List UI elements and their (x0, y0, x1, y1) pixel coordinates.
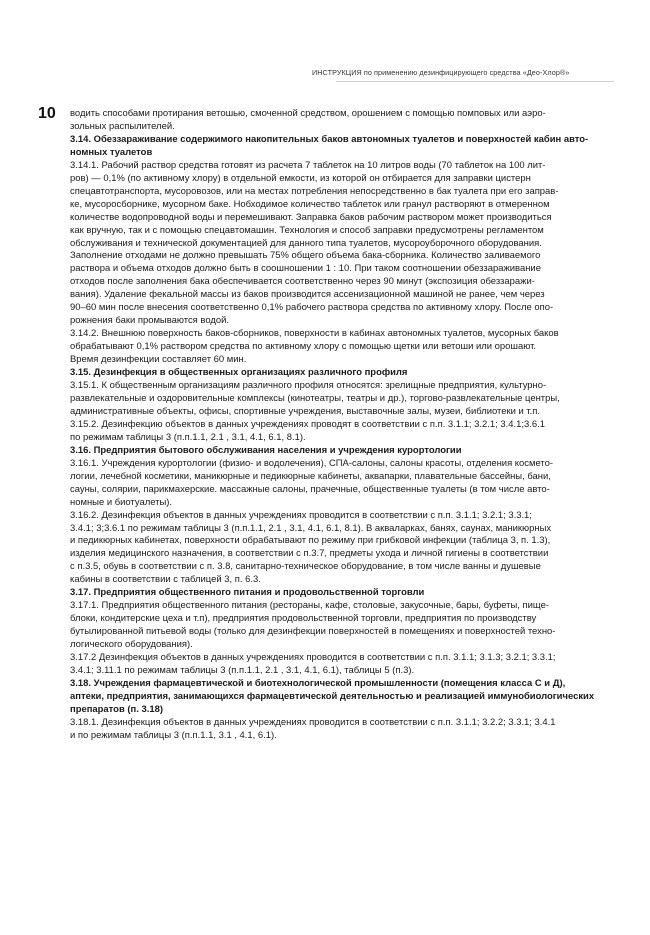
body-text-line: 3.18.1. Дезинфекция объектов в данных учреждениях проводится в соответствии с п.п. 3.1.1; 3.2.2; 3.3.1; 3.4.1 (70, 716, 556, 728)
section-heading-line: 3.17. Предприятия общественного питания и продовольственной торговли (70, 587, 425, 599)
body-text-line: 3.16.2. Дезинфекция объектов в данных учреждениях проводится в соответствии с п.п. 3.1.1; 3.2.1; 3.3.1; (70, 509, 532, 521)
body-text-line: административные объекты, офисы, спортивные учреждения, выставочные залы, музеи, библиотеки и т.п. (70, 405, 541, 417)
document-body (70, 108, 618, 743)
body-text-line: Время дезинфекции составляет 60 мин. (70, 354, 247, 366)
body-text-line: 3.4.1; 3.11.1 по режимам таблицы 3 (п.п.1.1, 2.1 , 3.1, 4.1, 6.1), таблицы 5 (п.3). (70, 664, 415, 676)
header-divider (336, 81, 614, 82)
body-text-line: и педикюрных кабинетах, поверхности обрабатывают по режиму при грибковой инфекции (таблица 3, п. 1.3), (70, 535, 551, 547)
body-text-line: сауны, солярии, парикмахерские. массажные салоны, прачечные, общественные туалеты (в том числе авто- (70, 483, 550, 495)
body-text-line: вания). Удаление фекальной массы из баков производится ассенизационной машиной не ранее, чем через (70, 289, 545, 301)
body-text-line: по режимам таблицы 3 (п.п.1.1, 2.1 , 3.1, 4.1, 6.1, 8.1). (70, 431, 306, 443)
body-text-line: водить способами протирания ветошью, смоченной средством, орошением с помощью помповых или аэро- (70, 108, 546, 119)
body-text-line: ке, мусоросборнике, мусорном баке. Нобходимое количество таблеток или гранул растворяют в отмеренном (70, 198, 550, 210)
body-text-line: раствора и объема отходов должно быть в соошношении 1 : 10. При таком соотношении обеззараживание (70, 263, 541, 275)
body-text-line: как вручную, так и с помощью спецавтомашин. Технология и способ заправки предусмотрены регламентом (70, 224, 544, 236)
body-text-line: 3.17.1. Предприятия общественного питания (рестораны, кафе, столовые, закусочные, бары, буфеты, пище- (70, 600, 549, 612)
body-text-line: количестве водопроводной воды и перемешивают. Заправка баков рабочим раствором может производиться (70, 211, 552, 223)
body-text-line: развлекательные и оздоровительные комплексы (кинотеатры, театры и др.), торгово-развлекательные центры, (70, 392, 560, 404)
body-text-line: 3.14.2. Внешнюю поверхность баков-сборников, поверхности в кабинах автономных туалетов, мусорных баков (70, 328, 559, 340)
body-text-line: 3.17.2 Дезинфекция объектов в данных учреждениях проводится в соответствии с п.п. 3.1.1; 3.1.3; 3.2.1; 3.3.1; (70, 652, 556, 664)
body-text-line: бутылированной питьевой воды (только для дезинфекции поверхностей в помещениях и поверхностей техно- (70, 626, 556, 638)
body-text-line: логического оборудования). (70, 639, 193, 651)
body-text-line: рожнения баки промываются водой. (70, 315, 230, 327)
body-text-line: 3.16.1. Учреждения курортологии (физио- и водолечения), СПА-салоны, салоны красоты, отделения космето- (70, 457, 554, 469)
body-text-line: логии, лечебной косметики, маникюрные и педикюрные кабинеты, аквапарки, плавательные бассейны, бани, (70, 470, 551, 482)
body-text-line: спецавтотранспорта, мусоровозов, или на местах потребления непосредственно в бак туалета при его заправ- (70, 185, 559, 197)
body-text-line: обрабатывают 0,1% раствором средства по активному хлору с помощью щетки или ветоши или орошают. (70, 341, 536, 353)
section-heading-line: номных туалетов (70, 146, 153, 158)
page-number: 10 (38, 105, 56, 122)
section-heading-line: препаратов (п. 3.18) (70, 703, 163, 715)
body-text-line: 90–60 мин после внесения соответственно 0,1% рабочего раствора средства по активному хлору. После опо- (70, 302, 554, 314)
body-text-line: отходов после заполнения бака обеспечивается соответственно через 90 минут (экспозиция обеззаражи- (70, 276, 535, 288)
body-text-line: кабины в соответствии с таблицей 3, п. 6.3. (70, 574, 261, 586)
body-text-line: и по режимам таблицы 3 (п.п.1.1, 3.1 , 4.1, 6.1). (70, 729, 277, 741)
running-header: ИНСТРУКЦИЯ по применению дезинфицирующего средства «Део-Хлор®» (312, 68, 570, 77)
body-text-line: 3.15.1. К общественным организациям различного профиля относятся: зрелищные предприятия, культурно- (70, 380, 547, 392)
body-text-line: с п.3.5, обувь в соответствии с п. 3.8, санитарно-техническое оборудование, в том числе ванны и душевые (70, 561, 541, 573)
body-text-line: номные и биотуалеты). (70, 496, 173, 508)
body-text-line: обслуживания и технической документацией для данного типа туалетов, мусороуборочного оборудования. (70, 237, 542, 249)
body-text-line: 3.4.1; 3;3.6.1 по режимам таблицы 3 (п.п.1.1, 2.1 , 3.1, 4.1, 6.1, 8.1). В акваларках, банях, саунах, маникюрных (70, 522, 552, 534)
body-text-line: ров) — 0,1% (по активному хлору) в отдельной емкости, из которой он отбирается для заправки цистерн (70, 172, 531, 184)
body-text-line: Заполнение отходами не должно превышать 75% общего объема бака-сборника. Количество заливаемого (70, 250, 541, 262)
section-heading-line: 3.18. Учреждения фармацевтической и биотехнологической промышленности (помещения класса С и Д), (70, 677, 566, 689)
section-heading-line: аптеки, предприятия, занимающихся фармацевтической деятельностью и реализацией иммунобиологических (70, 690, 595, 702)
section-heading-line: 3.15. Дезинфекция в общественных организациях различного профиля (70, 367, 408, 379)
body-text-line: зольных распылителей. (70, 120, 175, 132)
body-text-line: блоки, кондитерские цеха и т.п), предприятия продовольственной торговли, предприятия по производству (70, 613, 537, 625)
section-heading-line: 3.14. Обеззараживание содержимого накопительных баков автономных туалетов и поверхностей кабин авто- (70, 133, 589, 145)
section-heading-line: 3.16. Предприятия бытового обслуживания населения и учреждения курортологии (70, 444, 462, 456)
body-text-line: 3.14.1. Рабочий раствор средства готовят из расчета 7 таблеток на 10 литров воды (70 таблеток на 100 лит- (70, 159, 546, 171)
body-text-line: изделия медицинского назначения, в соответствии с п.3.7, предметы ухода и личной гигиены в соответствии (70, 548, 549, 560)
body-text-line: 3.15.2. Дезинфекцию объектов в данных учреждениях проводят в соответствии с п.п. 3.1.1; 3.2.1; 3.4.1;3.6.1 (70, 418, 546, 430)
